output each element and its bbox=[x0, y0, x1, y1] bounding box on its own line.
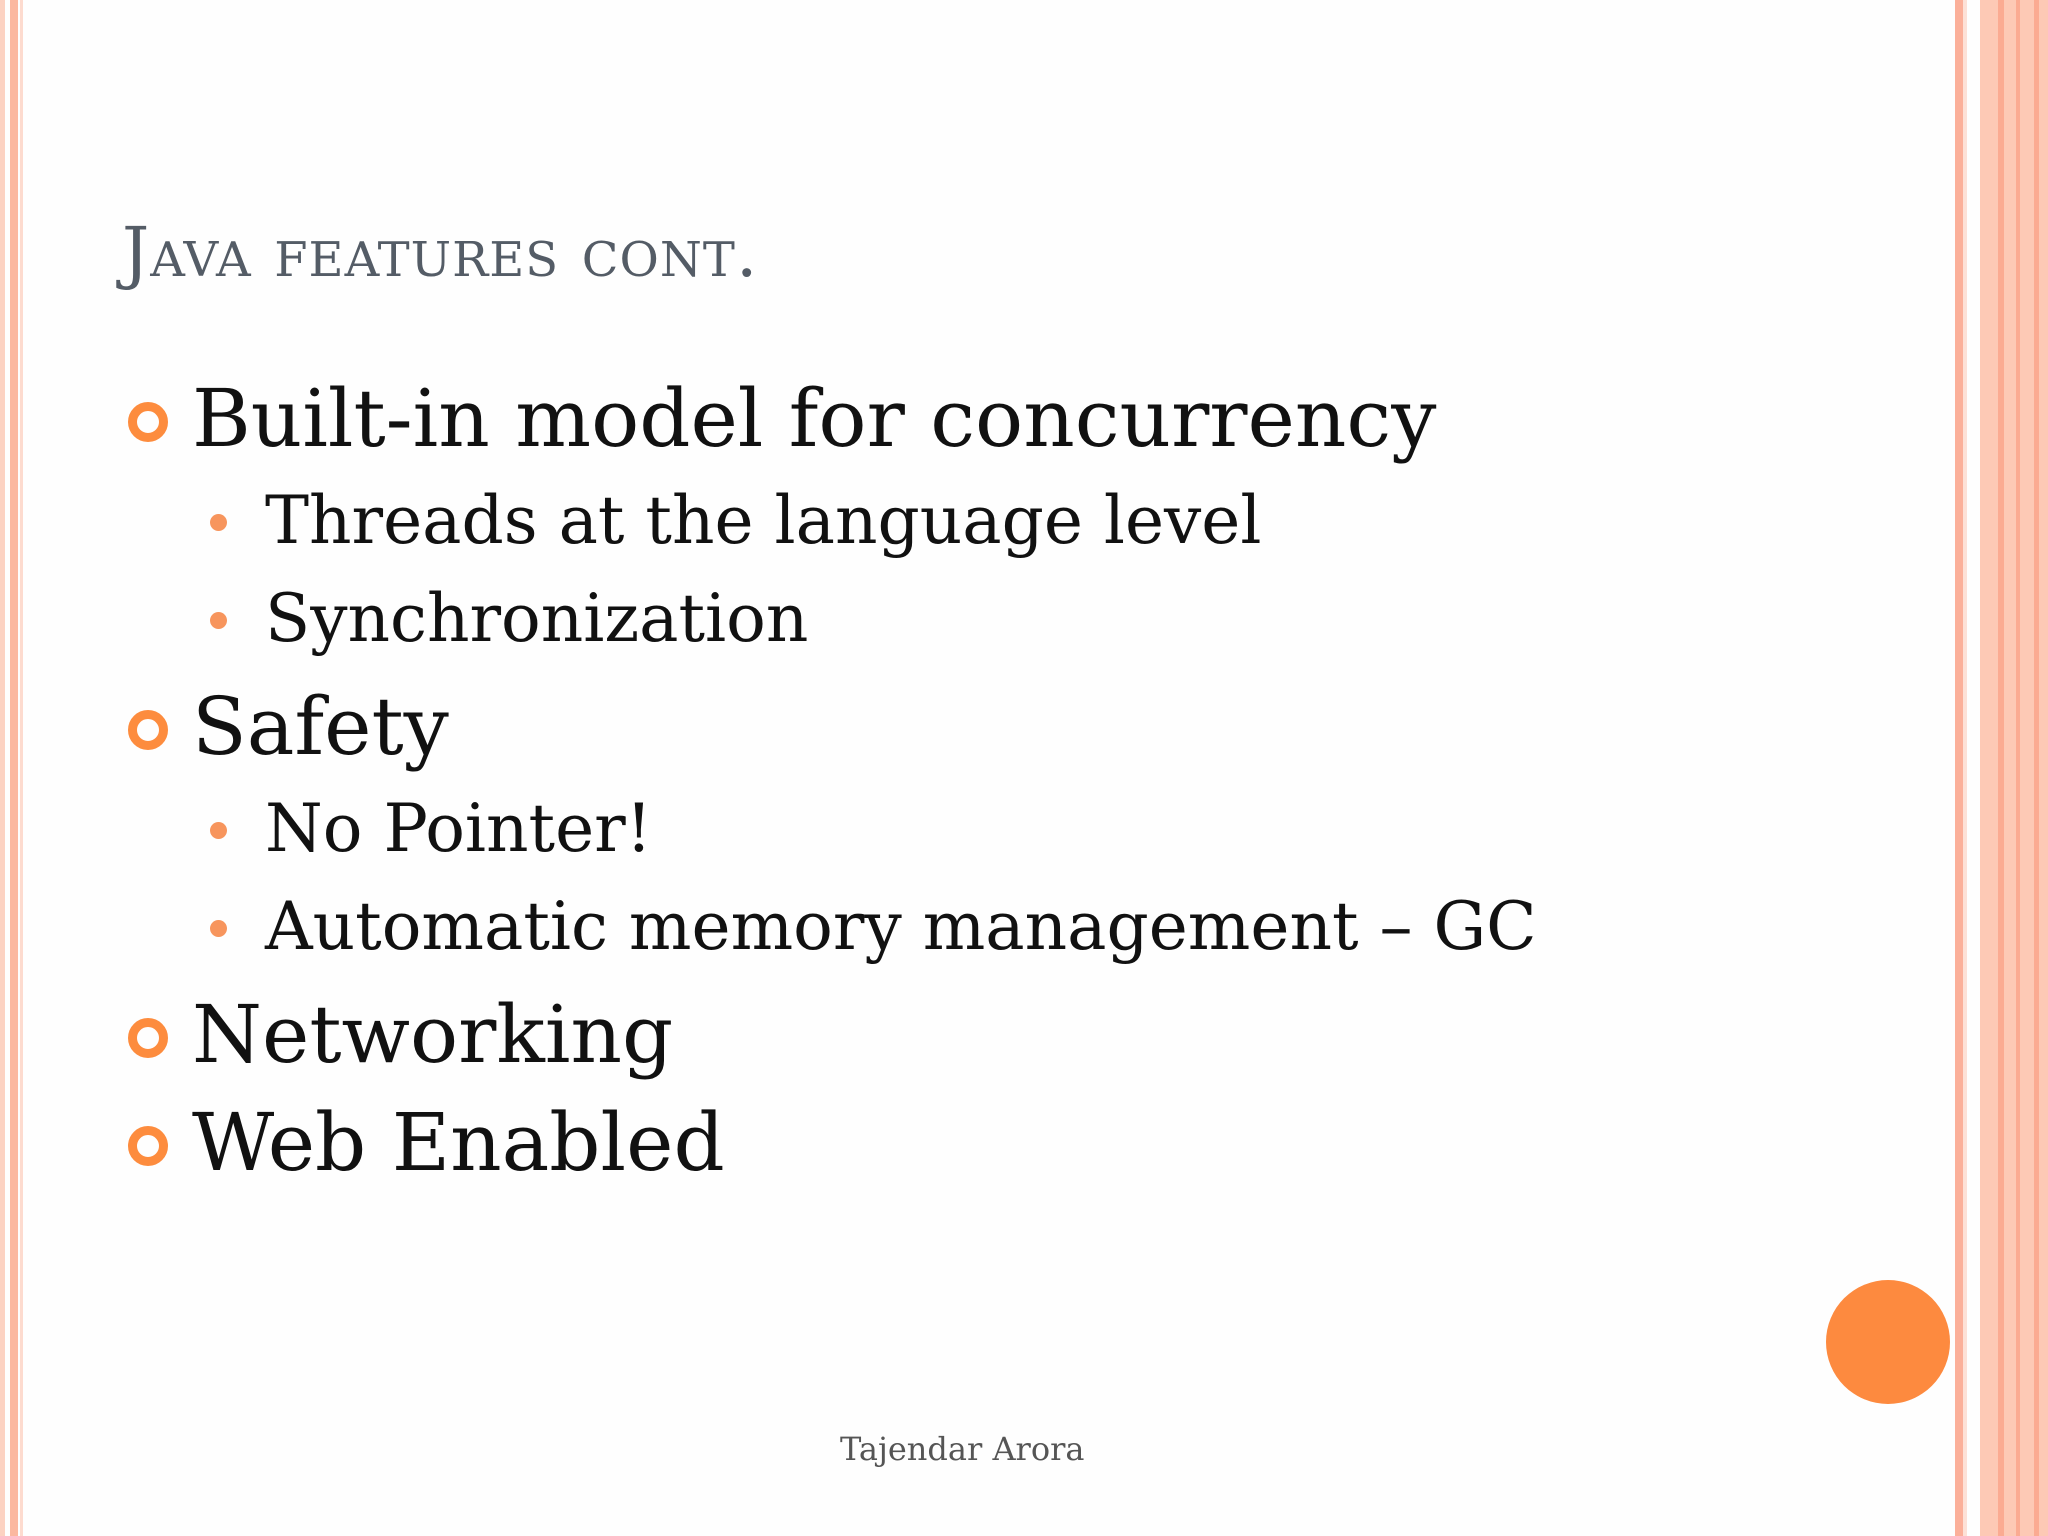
ring-bullet-icon bbox=[128, 1126, 168, 1166]
sub-bullet-text: Automatic memory management – GC bbox=[265, 888, 1537, 965]
dot-bullet-icon bbox=[210, 514, 227, 531]
footer-author: Tajendar Arora bbox=[840, 1430, 1085, 1468]
sub-bullet-text: Synchronization bbox=[265, 580, 809, 657]
left-border-line bbox=[0, 0, 5, 1536]
right-border-band bbox=[2016, 0, 2020, 1536]
ring-bullet-icon bbox=[128, 402, 168, 442]
bullet-item bbox=[128, 988, 673, 1081]
sub-bullet-item bbox=[210, 580, 808, 657]
left-border-line bbox=[10, 0, 18, 1536]
dot-bullet-icon bbox=[210, 920, 227, 937]
bullet-item bbox=[128, 1096, 725, 1189]
bullet-text: Networking bbox=[192, 988, 674, 1081]
sub-bullet-item bbox=[210, 888, 1537, 965]
left-border-line bbox=[20, 0, 23, 1536]
bullet-item bbox=[128, 372, 1436, 465]
bullet-text: Safety bbox=[192, 680, 449, 773]
ring-bullet-icon bbox=[128, 710, 168, 750]
sub-bullet-text: No Pointer! bbox=[265, 790, 653, 867]
right-border-band bbox=[1955, 0, 1963, 1536]
right-border-band bbox=[1963, 0, 1967, 1536]
ring-bullet-icon bbox=[128, 1018, 168, 1058]
sub-bullet-item bbox=[210, 790, 652, 867]
sub-bullet-item bbox=[210, 482, 1261, 559]
bullet-text: Web Enabled bbox=[192, 1096, 725, 1189]
decorative-circle-icon bbox=[1826, 1280, 1950, 1404]
slide-title: Java features cont. bbox=[122, 214, 759, 293]
bullet-text: Built-in model for concurrency bbox=[192, 372, 1437, 465]
dot-bullet-icon bbox=[210, 822, 227, 839]
bullet-item bbox=[128, 680, 449, 773]
right-border-band bbox=[2034, 0, 2039, 1536]
dot-bullet-icon bbox=[210, 612, 227, 629]
right-border-band bbox=[1998, 0, 2004, 1536]
sub-bullet-text: Threads at the language level bbox=[265, 482, 1262, 559]
